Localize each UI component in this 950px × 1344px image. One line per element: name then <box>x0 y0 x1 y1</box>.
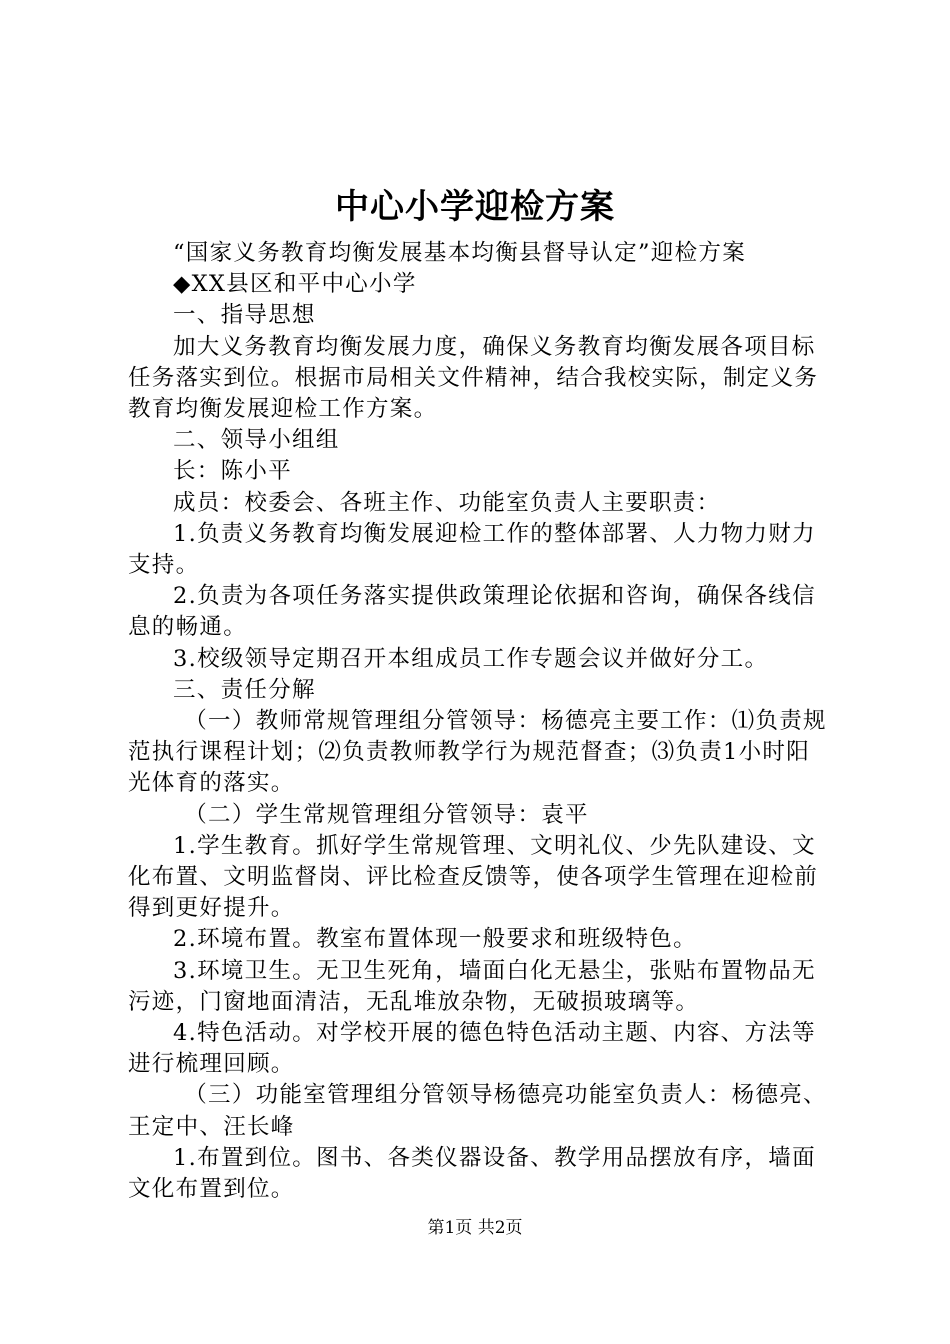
list-item: 2.负责为各项任务落实提供政策理论依据和咨询，确保各线信息的畅通。 <box>128 583 816 641</box>
school-name-paragraph: ◆XX县区和平中心小学 <box>173 271 417 298</box>
list-item: 1.负责义务教育均衡发展迎检工作的整体部署、人力物力财力支持。 <box>128 520 816 579</box>
list-item: 4.特色活动。对学校开展的德色特色活动主题、内容、方法等进行梳理回顾。 <box>128 1020 816 1078</box>
list-item: 1.学生教育。抓好学生常规管理、文明礼仪、少先队建设、文化布置、文明监督岗、评比检查反馈等，使各项学生管理在迎检前得到更好提升。 <box>128 832 819 922</box>
body-paragraph: 长：陈小平 <box>173 458 293 485</box>
page-number-footer: 第1页 共2页 <box>427 1218 523 1238</box>
subsection-heading: （二）学生常规管理组分管领导：袁平 <box>184 801 589 828</box>
list-item: 3.校级领导定期召开本组成员工作专题会议并做好分工。 <box>173 645 769 672</box>
document-body <box>128 238 832 1205</box>
section-heading: 一、指导思想 <box>173 302 316 329</box>
list-item: 2.环境布置。教室布置体现一般要求和班级特色。 <box>173 926 697 953</box>
section-heading: 二、领导小组组 <box>173 427 340 454</box>
subsection-paragraph: （三）功能室管理组分管领导杨德亮功能室负责人：杨德亮、王定中、汪长峰 <box>128 1082 827 1140</box>
body-paragraph: 加大义务教育均衡发展力度，确保义务教育均衡发展各项目标任务落实到位。根据市局相关文件精神，结合我校实际，制定义务教育均衡发展迎检工作方案。 <box>128 333 819 423</box>
list-item: 3.环境卫生。无卫生死角，墙面白化无悬尘，张贴布置物品无污迹，门窗地面清洁，无乱堆放杂物，无破损玻璃等。 <box>128 957 816 1015</box>
subsection-paragraph: （一）教师常规管理组分管领导：杨德亮主要工作：⑴负责规范执行课程计划；⑵负责教师教学行为规范督查；⑶负责1小时阳光体育的落实。 <box>128 708 827 797</box>
list-item: 1.布置到位。图书、各类仪器设备、教学用品摆放有序，墙面文化布置到位。 <box>128 1144 816 1203</box>
subtitle-paragraph: “国家义务教育均衡发展基本均衡县督导认定”迎检方案 <box>173 240 747 266</box>
body-paragraph: 成员：校委会、各班主作、功能室负责人主要职责： <box>173 489 721 516</box>
document-title: 中心小学迎检方案 <box>335 187 615 227</box>
section-heading: 三、责任分解 <box>173 676 316 703</box>
